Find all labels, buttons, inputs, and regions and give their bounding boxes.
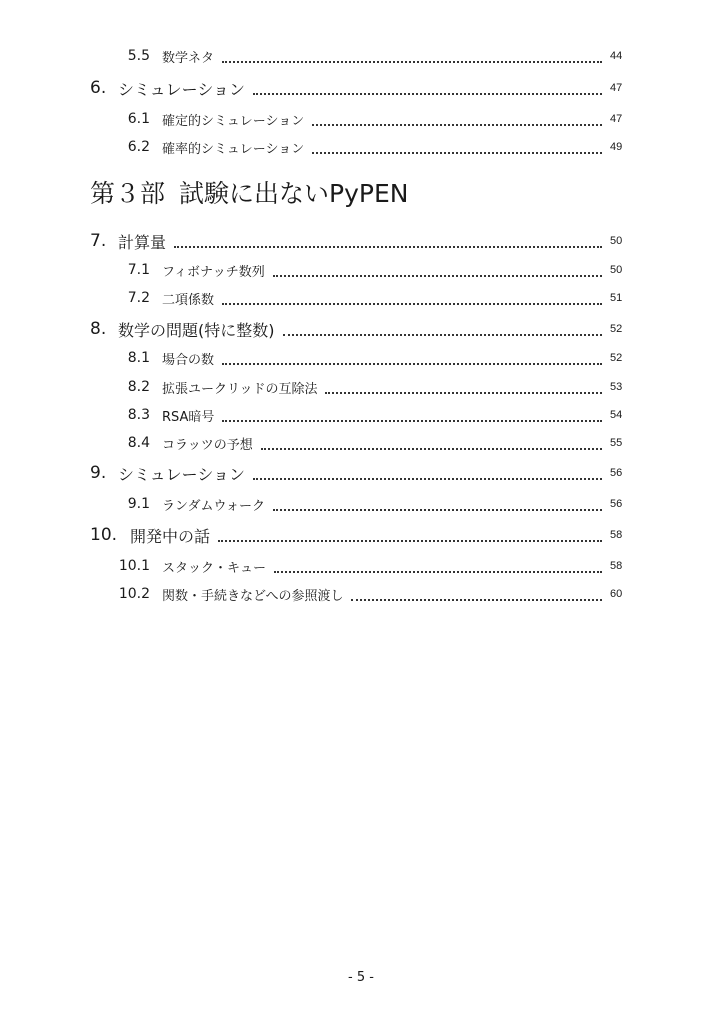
entry-page: 47 [610,82,623,94]
dot-leader [253,478,602,480]
entry-title: コラッツの予想 [162,437,253,453]
entry-title: 関数・手続きなどへの参照渡し [162,588,344,604]
dot-leader [312,124,602,126]
toc-entry[interactable] [0,317,722,341]
dot-leader [274,571,602,573]
entry-title: フィボナッチ数列 [162,264,265,280]
toc-entry[interactable] [0,107,722,131]
dot-leader [253,93,602,95]
entry-title: RSA暗号 [162,409,215,425]
entry-number: 10.2 [118,586,150,602]
entry-title: 場合の数 [162,352,215,368]
entry-number: 6. [90,78,107,98]
entry-number: 7. [90,231,107,251]
toc-entry[interactable] [0,135,722,159]
entry-page: 47 [610,113,623,125]
entry-page: 44 [610,50,623,62]
entry-page: 56 [610,467,623,479]
dot-leader [283,334,603,336]
dot-leader [222,363,602,365]
toc-entry[interactable] [0,44,722,68]
part-label: 第３部 [90,179,166,208]
entry-number: 8.3 [127,407,150,423]
entry-title: 開発中の話 [130,526,211,546]
toc-entry[interactable] [0,346,722,370]
toc-entry[interactable] [0,461,722,485]
entry-page: 56 [610,498,623,510]
entry-title: 数学ネタ [162,50,215,66]
part-heading [90,174,422,210]
toc-entry[interactable] [0,582,722,606]
dot-leader [174,246,602,248]
entry-number: 7.1 [127,262,150,278]
entry-number: 6.1 [127,111,150,127]
entry-number: 6.2 [127,139,150,155]
dot-leader [222,61,602,63]
entry-page: 52 [610,323,623,335]
entry-number: 8.2 [127,379,150,395]
dot-leader [222,420,602,422]
entry-title: スタック・キュー [162,560,267,576]
entry-page: 50 [610,264,623,276]
part-title: 試験に出ないPyPEN [179,179,409,208]
entry-page: 51 [610,292,623,304]
entry-number: 8.4 [127,435,150,451]
entry-title: 計算量 [118,232,167,252]
entry-number: 9. [90,463,107,483]
entry-title: 確定的シミュレーション [162,113,305,129]
entry-title: 確率的シミュレーション [162,141,305,157]
toc-entry[interactable] [0,286,722,310]
toc-entry[interactable] [0,492,722,516]
entry-title: 拡張ユークリッドの互除法 [162,381,318,397]
toc-entry[interactable] [0,258,722,282]
page-number: - 5 - [348,970,374,985]
dot-leader [273,275,602,277]
entry-page: 50 [610,235,623,247]
entry-page: 49 [610,141,623,153]
entry-number: 7.2 [127,290,150,306]
toc-entry[interactable] [0,523,722,547]
dot-leader [218,540,602,542]
entry-title: 二項係数 [162,292,215,308]
entry-page: 53 [610,381,623,393]
dot-leader [351,599,602,601]
toc-entry[interactable] [0,229,722,253]
entry-page: 60 [610,588,623,600]
dot-leader [261,448,602,450]
entry-page: 58 [610,560,623,572]
entry-number: 9.1 [127,496,150,512]
dot-leader [312,152,602,154]
entry-title: シミュレーション [118,79,246,99]
dot-leader [273,509,602,511]
entry-title: ランダムウォーク [162,498,265,514]
toc-entry[interactable] [0,554,722,578]
toc-entry[interactable] [0,76,722,100]
entry-title: シミュレーション [118,464,246,484]
toc-entry[interactable] [0,403,722,427]
toc-entry[interactable] [0,431,722,455]
entry-title: 数学の問題(特に整数) [118,320,275,340]
entry-page: 52 [610,352,623,364]
entry-number: 10.1 [118,558,150,574]
entry-number: 10. [90,525,118,545]
entry-number: 8. [90,319,107,339]
entry-page: 55 [610,437,623,449]
entry-number: 8.1 [127,350,150,366]
dot-leader [222,303,602,305]
entry-page: 58 [610,529,623,541]
entry-number: 5.5 [127,48,150,64]
toc-entry[interactable] [0,375,722,399]
entry-page: 54 [610,409,623,421]
dot-leader [325,392,602,394]
